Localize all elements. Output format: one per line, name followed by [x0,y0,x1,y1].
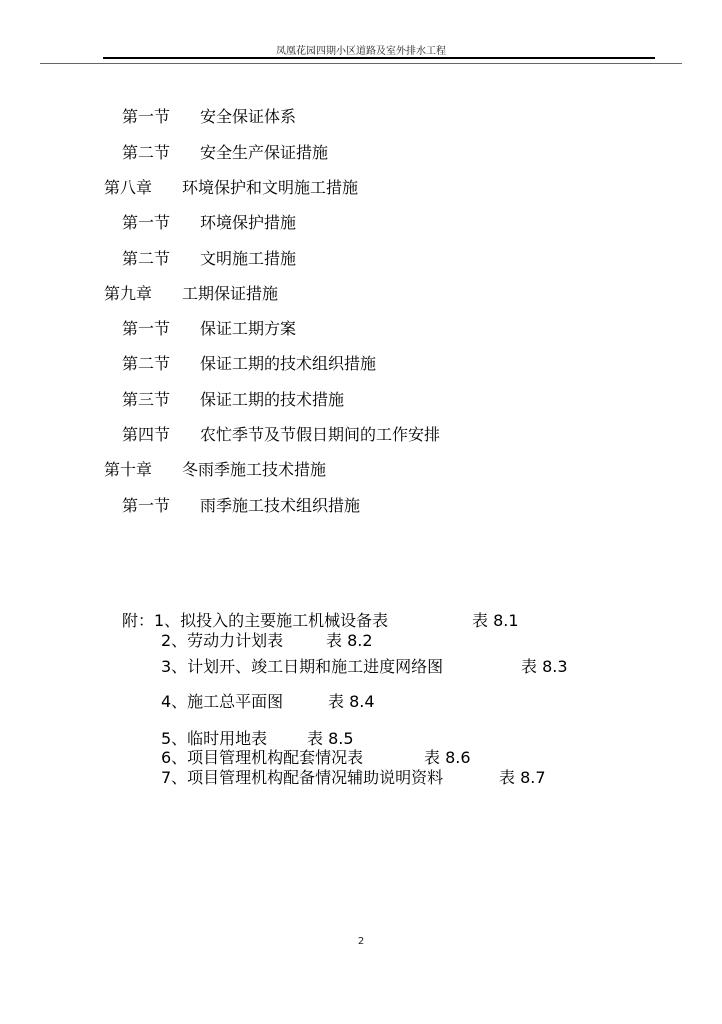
appendix-table-ref: 表 8.4 [328,692,375,711]
toc-title: 保证工期的技术组织措施 [200,354,377,373]
appendix-table-ref: 表 8.6 [424,748,471,767]
toc-title: 工期保证措施 [182,284,279,303]
appendix-table-ref: 表 8.2 [326,631,373,650]
appendix-table-ref: 表 8.7 [499,768,546,787]
appendix-item [161,748,471,768]
appendix-item [161,692,375,712]
appendix-text: 3、计划开、竣工日期和施工进度网络图 [161,657,444,676]
appendix-text: 4、施工总平面图 [161,692,284,711]
toc-title: 保证工期的技术措施 [200,390,345,409]
toc-label: 第三节 [122,390,171,409]
toc-label: 第一节 [122,213,171,232]
appendix-text: 7、项目管理机构配备情况辅助说明资料 [161,768,444,787]
appendix-text: 附：1、拟投入的主要施工机械设备表 [122,611,389,630]
toc-title: 环境保护和文明施工措施 [182,178,359,197]
appendix-item [161,657,568,677]
appendix-table-ref: 表 8.1 [472,611,519,630]
toc-title: 文明施工措施 [200,249,297,268]
toc-title: 保证工期方案 [200,319,297,338]
toc-title: 雨季施工技术组织措施 [200,496,361,515]
toc-label: 第八章 [104,178,153,197]
header-title: 凤凰花园四期小区道路及室外排水工程 [276,46,446,57]
toc-title: 冬雨季施工技术措施 [182,460,327,479]
appendix-item [122,611,519,631]
appendix-table-ref: 表 8.3 [521,657,568,676]
toc-label: 第一节 [122,496,171,515]
appendix-item [161,729,354,749]
appendix-text: 5、临时用地表 [161,729,268,748]
toc-title: 环境保护措施 [200,213,297,232]
header-rule [103,57,655,59]
toc-label: 第二节 [122,249,171,268]
toc-label: 第四节 [122,425,171,444]
toc-label: 第九章 [104,284,153,303]
appendix-item [161,631,373,651]
header-rule-thin [40,63,682,64]
toc-label: 第一节 [122,107,171,126]
toc-label: 第十章 [104,460,153,479]
toc-label: 第二节 [122,354,171,373]
toc-title: 农忙季节及节假日期间的工作安排 [200,425,441,444]
appendix-item [161,768,546,788]
toc-label: 第二节 [122,143,171,162]
appendix-text: 2、劳动力计划表 [161,631,284,650]
toc-label: 第一节 [122,319,171,338]
toc-title: 安全生产保证措施 [200,143,329,162]
appendix-table-ref: 表 8.5 [307,729,354,748]
toc-title: 安全保证体系 [200,107,297,126]
page-number: 2 [357,936,365,947]
appendix-text: 6、项目管理机构配套情况表 [161,748,364,767]
